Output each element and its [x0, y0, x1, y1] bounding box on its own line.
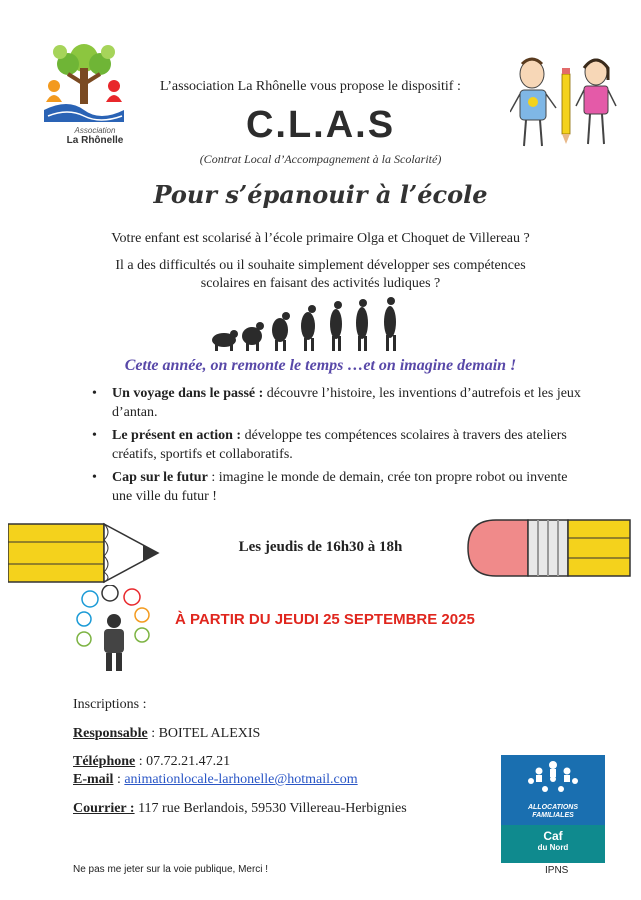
telephone-value: : 07.72.21.47.21: [135, 754, 231, 769]
courrier-value: 117 rue Berlandois, 59530 Villereau-Herbignies: [134, 801, 407, 816]
email-link[interactable]: animationlocale-larhonelle@hotmail.com: [124, 772, 358, 787]
bullet-text: développe tes compétences scolaires à travers des ateliers créatifs, sportifs et collaboratifs.: [112, 428, 567, 462]
inscriptions-label: Inscriptions :: [73, 697, 147, 712]
ipns-label: IPNS: [545, 865, 569, 876]
email-label: E-mail: [73, 772, 114, 787]
intro-text: L’association La Rhônelle vous propose le dispositif :: [160, 79, 461, 94]
email-separator: :: [113, 772, 125, 787]
caf-line-4: du Nord: [537, 843, 569, 852]
telephone-line: [73, 754, 230, 770]
question-line-1: Il a des difficultés ou il souhaite simplement développer ses compétences: [115, 258, 526, 273]
bullet-title: Un voyage dans le passé :: [112, 386, 264, 401]
courrier-line: [73, 801, 407, 817]
bullet-title: Cap sur le futur: [112, 470, 208, 485]
question-difficulties: [0, 257, 641, 293]
evolution-illustration: [210, 296, 415, 352]
list-item: [92, 384, 582, 422]
student-icon: [76, 585, 152, 673]
telephone-label: Téléphone: [73, 754, 136, 769]
responsable-value: : BOITEL ALEXIS: [147, 726, 261, 741]
responsable-line: [73, 726, 260, 742]
start-date: À PARTIR DU JEUDI 25 SEPTEMBRE 2025: [175, 611, 475, 628]
title-subtitle: (Contrat Local d’Accompagnement à la Scolarité): [199, 152, 442, 166]
caf-teal-panel: [501, 825, 605, 863]
evolution-icon: [210, 296, 415, 352]
tagline: Pour s’épanouir à l’école: [153, 180, 488, 209]
list-item: [92, 426, 582, 464]
bullet-icon: •: [92, 386, 97, 401]
courrier-label: Courrier :: [73, 801, 135, 816]
page-title: C.L.A.S: [245, 104, 396, 146]
question-line-2: scolaires en faisant des activités ludiques ?: [200, 276, 441, 291]
bullet-text: découvre l’histoire, les inventions d’autrefois et les jeux d’antan.: [112, 386, 581, 420]
caf-family-icon: [523, 759, 583, 799]
bullet-text: : imagine le monde de demain, crée ton propre robot ou invente une ville du futur !: [112, 470, 568, 504]
caf-line-1: ALLOCATIONS: [527, 804, 579, 811]
bullet-title: Le présent en action :: [112, 428, 242, 443]
activity-list: [92, 384, 582, 510]
schedule-text: Les jeudis de 16h30 à 18h: [238, 539, 403, 555]
footer-notice: Ne pas me jeter sur la voie publique, Merci !: [73, 864, 269, 875]
logo-line-1: Association: [74, 126, 116, 135]
responsable-label: Responsable: [73, 726, 148, 741]
student-illustration: [76, 585, 152, 673]
email-line: [73, 772, 358, 788]
caf-line-3: Caf: [543, 829, 563, 843]
caf-blue-panel: [501, 755, 605, 825]
question-school: Votre enfant est scolarisé à l’école primaire Olga et Choquet de Villereau ?: [111, 231, 530, 246]
theme-text: Cette année, on remonte le temps …et on imagine demain !: [124, 357, 517, 374]
caf-line-2: FAMILIALES: [532, 812, 574, 819]
bullet-icon: •: [92, 470, 97, 485]
caf-logo: [501, 755, 605, 863]
bullet-icon: •: [92, 428, 97, 443]
list-item: [92, 468, 582, 506]
logo-line-2: La Rhônelle: [66, 135, 124, 146]
